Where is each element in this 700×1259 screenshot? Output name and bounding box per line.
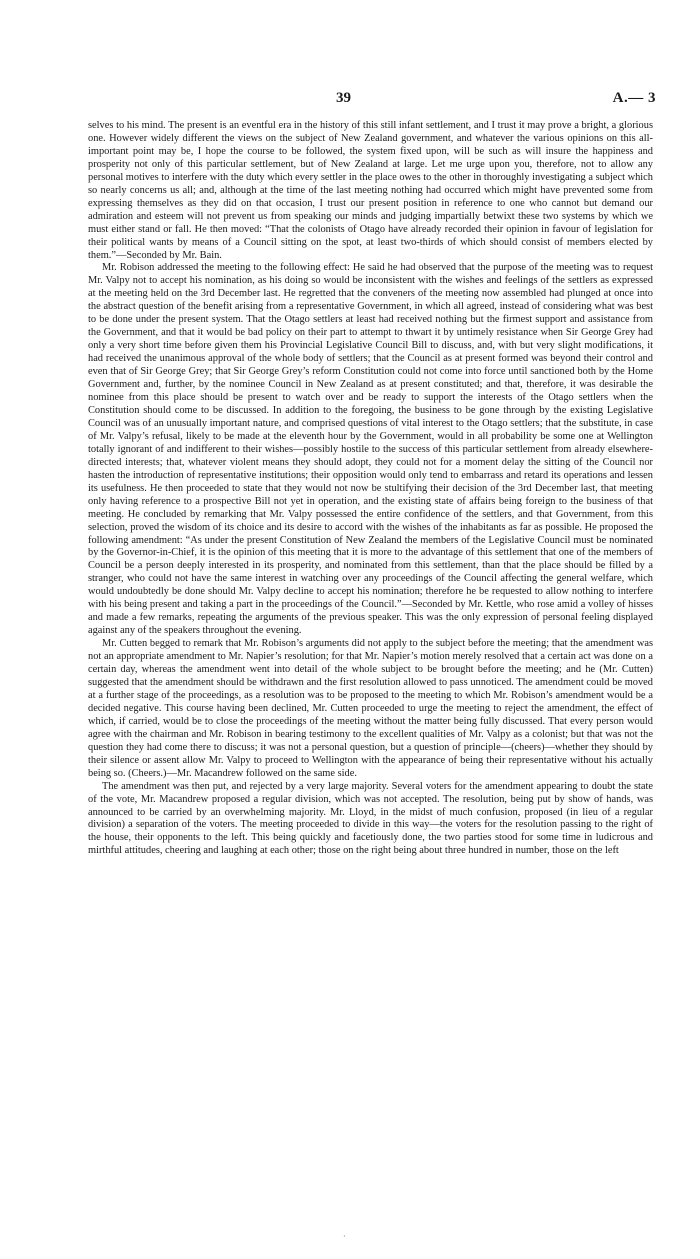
page-number: 39	[336, 90, 351, 106]
page-header	[0, 90, 700, 110]
paragraph-robison: Mr. Robison addressed the meeting to the following effect: He said he had observed that the purpose of the meeting was to request Mr. Valpy not to accept his nomination, as his doing so would be inconsistent with the wishes and feelings of the settlers as expressed at the meeting held on the 3rd December last. He regretted that the conveners of the meeting now assembled had plunged at once into the abstract question of the benefit arising from a representative Government, in which all agreed, instead of considering what was best to be done under the present system. That the Otago settlers at least had received nothing but the firmest support and assistance from the Government, and that it would be bad policy on their part to attempt to thwart it by untimely resistance when Sir George Grey had only a very short time before given them his Provincial Legislative Council Bill to discuss, and, with but very slight modifications, it had received the unanimous approval of the whole body of settlers; that the Council as at present formed was beyond their control and even that of Sir George Grey; that Sir George Grey’s reform Constitution could not come into force until sanctioned both by the Home Government and, further, by the nominee Council in New Zealand as at present constituted; and that, therefore, it was desirable the nominee from this place should be present to watch over and be ready to support the interests of the Otago settlers when the Constitution should come to be discussed. In addition to the foregoing, the business to be gone through by the existing Legislative Council was of an unusually important nature, and comprised questions of vital interest to the Otago settlers; that the substitute, in case of Mr. Valpy’s refusal, likely to be made at the eleventh hour by the Government, would in all probability be some one at Wellington totally ignorant of and indifferent to their wishes—possibly hostile to the success of this particular settlement from already elsewhere-directed interests; that, whatever violent means they should adopt, they could not for a moment delay the sitting of the Council nor hasten the introduction of representative institutions; their opposition would only tend to embarrass and retard its operations and lessen its usefulness. He then proceeded to state that they would not now be stultifying their decision of the 3rd December last, that meeting only having reference to a prospective Bill not yet in operation, and the existing state of affairs being foreign to the business of that meeting. He concluded by remarking that Mr. Valpy possessed the entire confidence of the settlers, and that Government, from this selection, proved the wisdom of its choice and its desire to accord with the wishes of the inhabitants as far as possible. He proposed the following amendment: “As under the present Constitution of New Zealand the members of the Legislative Council must be nominated by the Governor-in-Chief, it is the opinion of this meeting that it is more to the advantage of this settlement that one of the members of Council be a person deeply interested in its prosperity, and nominated from this settlement, than that the place should be filled by a stranger, who could not have the same interest in watching over any proceedings of the Council affecting the general welfare, which would undoubtedly be done should Mr. Valpy decline to accept his nomination; therefore he be requested to allow nothing to interfere with his being present and taking a part in the proceedings of the Council.”—Seconded by Mr. Kettle, who rose amid a volley of hisses and made a few remarks, repeating the arguments of the previous speaker. This was the only expression of personal feeling displayed against any of the speakers throughout the evening.	[88, 262, 653, 637]
body-text	[88, 120, 653, 858]
footer-mark: ·	[343, 1232, 346, 1241]
section-reference: A.— 3	[612, 90, 656, 106]
paragraph-amendment-vote: The amendment was then put, and rejected by a very large majority. Several voters for the amendment appearing to doubt the state of the vote, Mr. Macandrew proposed a regular division, which was not accepted. The resolution, being put by show of hands, was announced to be carried by an overwhelming majority. Mr. Lloyd, in the midst of much confusion, proposed (in lieu of a regular division) a separation of the voters. The meeting proceeded to divide in this way—the voters for the resolution passing to the right of the house, their opponents to the left. This being quickly and facetiously done, the two parties stood for some time in ludicrous and mirthful attitudes, cheering and laughing at each other; those on the right being about three hundred in number, those on the left	[88, 780, 653, 857]
paragraph-continuation: selves to his mind. The present is an eventful era in the history of this still infant settlement, and I trust it may prove a bright, a glorious one. However widely different the views on the subject of New Zealand government, and whatever the various opinions on this all-important point may be, I hope the course to be followed, the system fixed upon, will be such as will insure the happiness and prosperity not only of this particular settlement, but of New Zealand at large. Let me urge upon you, therefore, not to allow any personal motives to interfere with the duty which every settler in the place owes to the other in thoroughly investigating a subject which so nearly concerns us all; and, although at the time of the last meeting nothing had occurred which might have prevented some from expressing themselves as they did on that occasion, I trust our present position in reference to one who cannot but demand our admiration and esteem will not prevent us from speaking our minds and judging impartially betwixt these two systems by which we must either stand or fall. He then moved: “That the colonists of Otago have already recorded their opinion in favour of legislation for their political wants by means of a Council sitting on the spot, at least two-thirds of which should consist of members elected by them.”—Seconded by Mr. Bain.	[88, 120, 653, 261]
paragraph-cutten: Mr. Cutten begged to remark that Mr. Robison’s arguments did not apply to the subject before the meeting; that the amendment was not an appropriate amendment to Mr. Napier’s resolution; for that Mr. Napier’s motion merely resolved that a certain act was done on a certain day, whereas the amendment went into detail of the whole subject to be brought before the meeting; and he (Mr. Cutten) suggested that the amendment should be withdrawn and the first resolution allowed to pass unnoticed. The amendment could be moved at a further stage of the proceedings, as a resolution was to be proposed to the meeting to which Mr. Robison’s amendment would be a decided negative. This course having been declined, Mr. Cutten proceeded to urge the meeting to reject the amendment, the effect of which, if carried, would be to close the proceedings of the meeting without the matter being fully discussed. That every person would agree with the chairman and Mr. Robison in bearing testimony to the excellent qualities of Mr. Valpy as a colonist; but that was not the question they had come there to discuss; it was not a personal question, but a question of principle—(cheers)—whether they should by their silence or assent allow Mr. Valpy to proceed to Wellington with the appearance of being their representative without his actually being so. (Cheers.)—Mr. Macandrew followed on the same side.	[88, 638, 653, 779]
